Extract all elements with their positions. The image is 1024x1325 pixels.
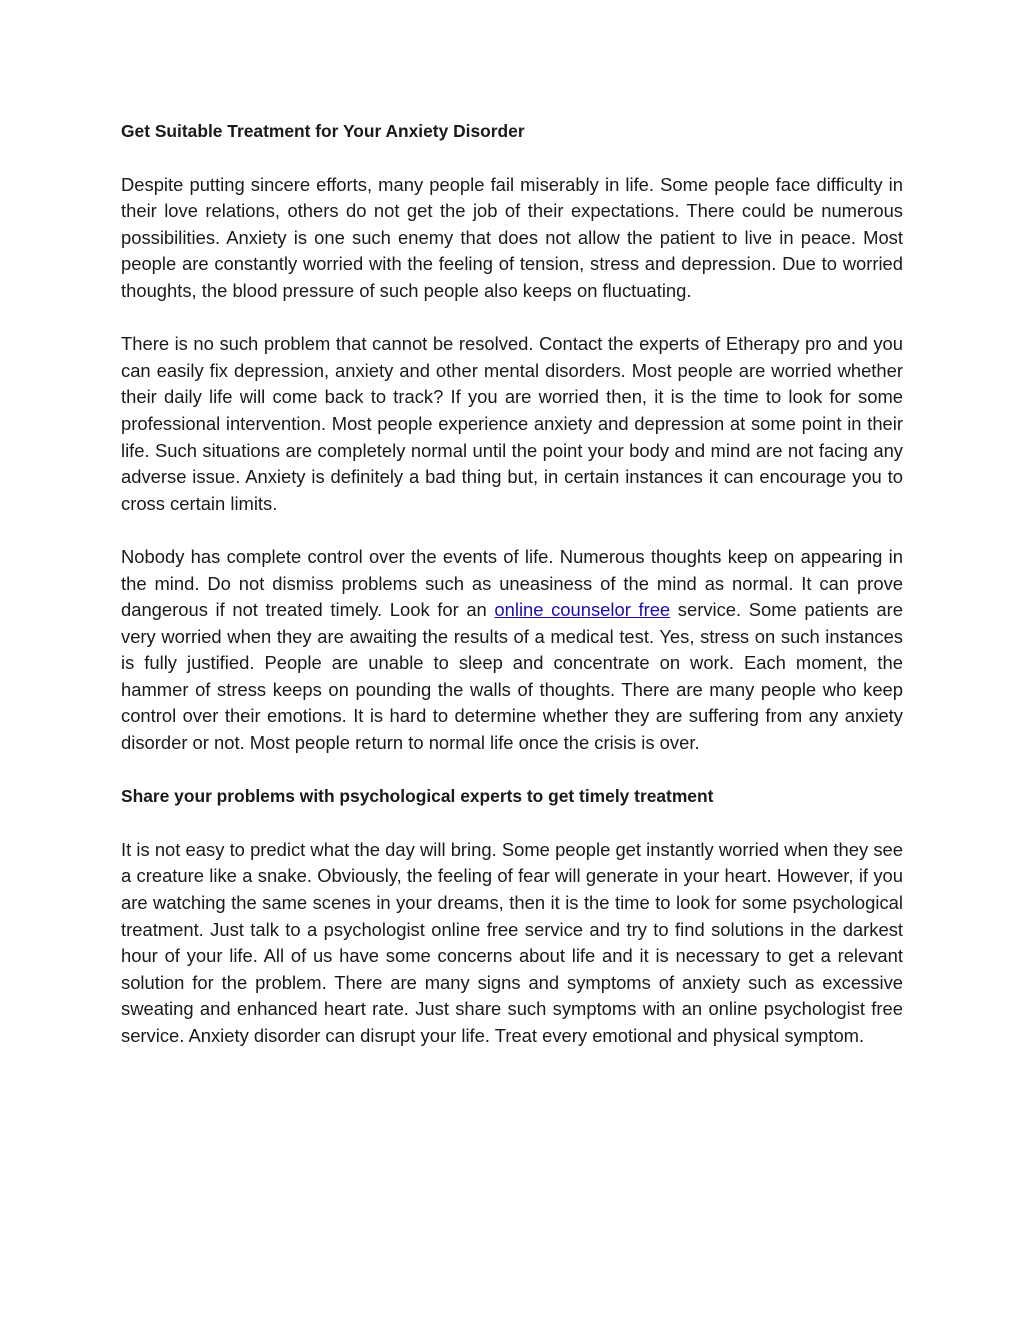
paragraph-control (121, 544, 903, 757)
paragraph-control-text-before: Nobody has complete control over the events of life. Numerous thoughts keep on appearing in the mind. Do not dismiss problems such as uneasiness of the mind as normal. It can prove dangerous if not treated timely. Look for an (121, 545, 903, 621)
paragraph-etherapy: There is no such problem that cannot be resolved. Contact the experts of Etherapy pro and you can easily fix depression, anxiety and other mental disorders. Most people are worried whether their daily life will come back to track? If you are worried then, it is the time to look for some professional intervention. Most people experience anxiety and depression at some point in their life. Such situations are completely normal until the point your body and mind are not facing any adverse issue. Anxiety is definitely a bad thing but, in certain instances it can encourage you to cross certain limits. (121, 333, 903, 514)
paragraph-intro: Despite putting sincere efforts, many people fail miserably in life. Some people face difficulty in their love relations, others do not get the job of their expectations. There could be numerous possibilities. Anxiety is one such enemy that does not allow the patient to live in peace. Most people are constantly worried with the feeling of tension, stress and depression. Due to worried thoughts, the blood pressure of such people also keeps on fluctuating. (121, 173, 903, 301)
online-counselor-link[interactable]: online counselor free (494, 599, 671, 621)
heading-treatment: Get Suitable Treatment for Your Anxiety Disorder (121, 121, 525, 141)
document-page (121, 118, 903, 1076)
heading-share-problems: Share your problems with psychological experts to get timely treatment (121, 786, 714, 807)
paragraph-predict: It is not easy to predict what the day will bring. Some people get instantly worried when they see a creature like a snake. Obviously, the feeling of fear will generate in your heart. However, if you are watching the same scenes in your dreams, then it is the time to look for some psychological treatment. Just talk to a psychologist online free service and try to find solutions in the darkest hour of your life. All of us have some concerns about life and it is necessary to get a relevant solution for the problem. There are many signs and symptoms of anxiety such as excessive sweating and enhanced heart rate. Just share such symptoms with an online psychologist free service. Anxiety disorder can disrupt your life. Treat every emotional and physical symptom. (121, 838, 903, 1046)
paragraph-control-text-after: service. Some patients are very worried when they are awaiting the results of a medical test. Yes, stress on such instances is fully justified. People are unable to sleep and concentrate on work. Each moment, the hammer of stress keeps on pounding the walls of thoughts. There are many people who keep control over their emotions. It is hard to determine whether they are suffering from any anxiety disorder or not. Most people return to normal life once the crisis is over. (121, 599, 904, 754)
